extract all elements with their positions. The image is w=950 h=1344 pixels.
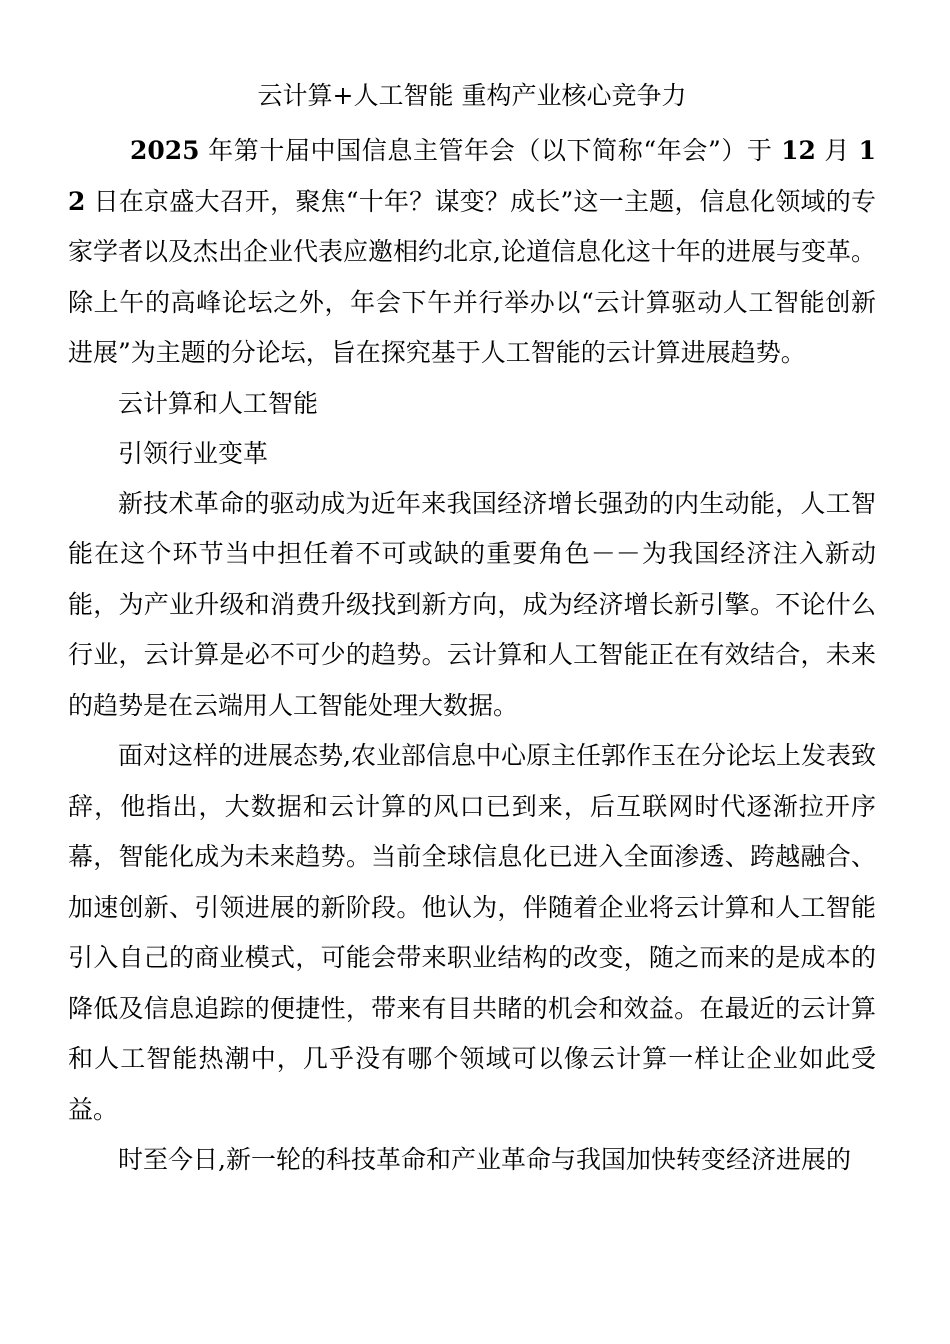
document-page bbox=[68, 72, 876, 1186]
body-paragraph-3: 面对这样的进展态势,农业部信息中心原主任郭作玉在分论坛上发表致辞，他指出，大数据和云计算的风口已到来，后互联网时代逐渐拉开序幕，智能化成为未来趋势。当前全球信息化已进入全面渗透、跨越融合、加速创新、引领进展的新阶段。他认为，伴随着企业将云计算和人工智能引入自己的商业模式，可能会带来职业结构的改变，随之而来的是成本的降低及信息追踪的便捷性，带来有目共睹的机会和效益。在最近的云计算和人工智能热潮中，几乎没有哪个领域可以像云计算一样让企业如此受益。 bbox=[68, 741, 876, 1124]
intro-day: 12 bbox=[68, 136, 876, 216]
body-paragraph-4: 时至今日,新一轮的科技革命和产业革命与我国加快转变经济进展的 bbox=[118, 1145, 851, 1174]
intro-text-2: 月 bbox=[815, 136, 859, 165]
document-title: 云计算+人工智能 重构产业核心竞争力 bbox=[257, 81, 687, 110]
intro-text-3: 日在京盛大召开，聚焦“十年？谋变？成长”这一主题，信息化领域的专家学者以及杰出企业代表应邀相约北京,论道信息化这十年的进展与变革。除上午的高峰论坛之外，年会下午并行举办以“云计算驱动人工智能创新进展”为主题的分论坛，旨在探究基于人工智能的云计算进展趋势。 bbox=[68, 186, 876, 367]
intro-month: 12 bbox=[781, 136, 816, 165]
intro-year: 2025 bbox=[130, 136, 200, 165]
section-heading-1: 云计算和人工智能 bbox=[118, 388, 319, 418]
body-paragraph-2: 新技术革命的驱动成为近年来我国经济增长强劲的内生动能，人工智能在这个环节当中担任着不可或缺的重要角色－－为我国经济注入新动能，为产业升级和消费升级找到新方向，成为经济增长新引擎。不论什么行业，云计算是必不可少的趋势。云计算和人工智能正在有效结合，未来的趋势是在云端用人工智能处理大数据。 bbox=[68, 488, 876, 720]
section-heading-2: 引领行业变革 bbox=[118, 438, 269, 468]
intro-text-1: 年第十届中国信息主管年会（以下简称“年会”）于 bbox=[199, 136, 782, 165]
intro-paragraph bbox=[68, 126, 876, 379]
